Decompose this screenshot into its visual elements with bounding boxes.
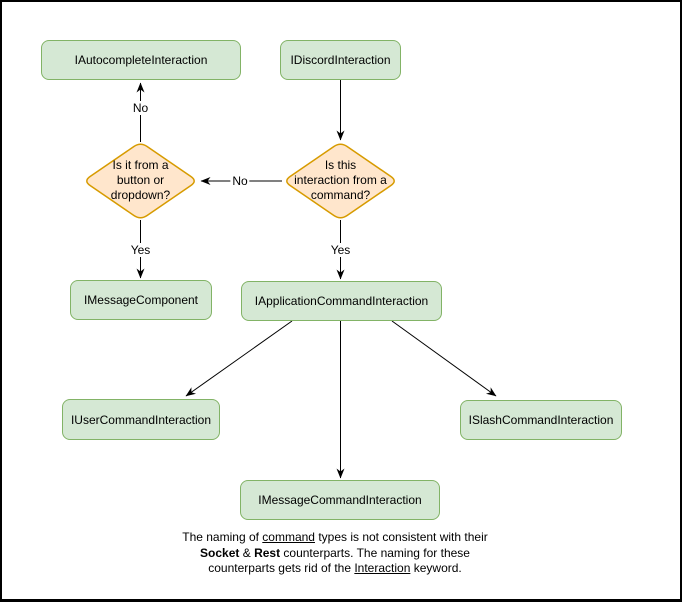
note-segment: counterparts gets rid of the xyxy=(208,561,355,575)
edge-applicationcommand-to-slashcommand xyxy=(392,321,496,396)
decision-label-from-command xyxy=(283,158,398,203)
note-segment-underline: Interaction xyxy=(354,561,411,575)
note-segment-bold: Socket xyxy=(200,545,240,560)
node-application-command-interaction: IApplicationCommandInteraction xyxy=(241,281,442,321)
edge-label-yes-left: Yes xyxy=(130,243,151,257)
decision-line: command? xyxy=(310,188,371,202)
decision-line: dropdown? xyxy=(110,188,171,202)
edge-label-no-up: No xyxy=(132,101,149,115)
decision-line: interaction from a xyxy=(294,173,387,187)
decision-line: Is it from a xyxy=(112,158,169,172)
note-segment: & xyxy=(239,545,255,560)
decision-line: Is this xyxy=(324,158,357,172)
note-segment-underline: command xyxy=(262,530,315,544)
edge-label-no-left: No xyxy=(232,174,248,188)
note-segment-bold: Rest xyxy=(254,545,281,560)
node-autocomplete-interaction: IAutocompleteInteraction xyxy=(41,40,241,80)
node-discord-interaction: IDiscordInteraction xyxy=(280,40,401,80)
note-segment: types is not consistent with their xyxy=(314,530,488,544)
node-user-command-interaction: IUserCommandInteraction xyxy=(62,399,220,440)
note-segment: counterparts. The naming for these xyxy=(280,545,470,560)
edge-applicationcommand-to-usercommand xyxy=(186,321,292,396)
note-segment: The naming of xyxy=(182,530,263,544)
note-text xyxy=(149,530,521,577)
decision-label-button-dropdown xyxy=(83,158,198,203)
note-segment: keyword. xyxy=(410,561,462,575)
node-message-command-interaction: IMessageCommandInteraction xyxy=(240,480,440,520)
node-message-component: IMessageComponent xyxy=(70,280,212,320)
decision-line: button or xyxy=(116,173,165,187)
node-slash-command-interaction: ISlashCommandInteraction xyxy=(460,400,622,440)
edge-label-yes-right: Yes xyxy=(330,243,351,257)
